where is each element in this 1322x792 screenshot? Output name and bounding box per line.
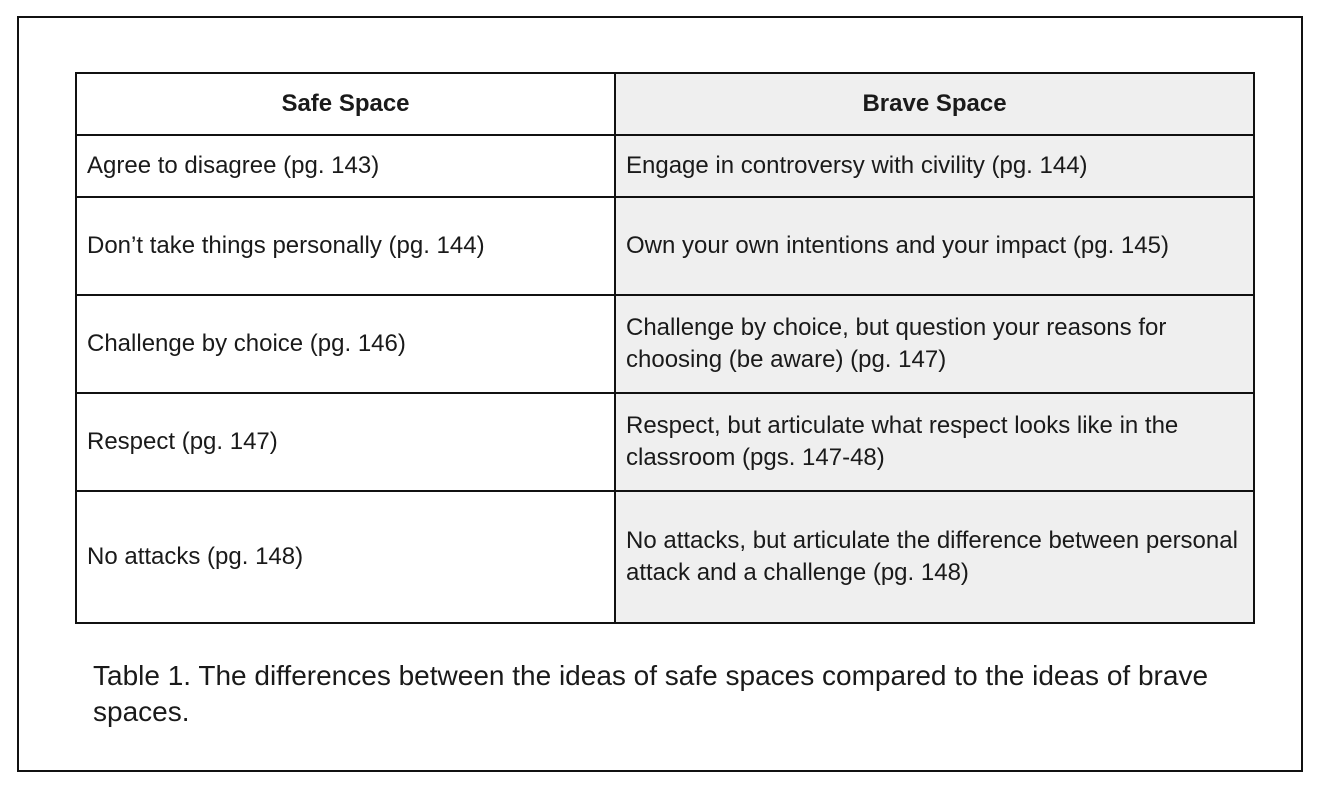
brave-space-cell: Challenge by choice, but question your reasons for choosing (be aware) (pg. 147) — [615, 295, 1254, 393]
safe-space-cell: Respect (pg. 147) — [76, 393, 615, 491]
safe-space-cell: No attacks (pg. 148) — [76, 491, 615, 623]
table-row — [76, 295, 1254, 393]
safe-space-cell: Challenge by choice (pg. 146) — [76, 295, 615, 393]
safe-space-cell: Don’t take things personally (pg. 144) — [76, 197, 615, 295]
brave-space-cell: Own your own intentions and your impact (pg. 145) — [615, 197, 1254, 295]
table-row — [76, 491, 1254, 623]
table-row — [76, 393, 1254, 491]
brave-space-cell: Respect, but articulate what respect looks like in the classroom (pgs. 147-48) — [615, 393, 1254, 491]
comparison-table — [75, 72, 1255, 624]
header-brave-space: Brave Space — [615, 73, 1254, 135]
table-header-row — [76, 73, 1254, 135]
table-row — [76, 197, 1254, 295]
table-caption: Table 1. The differences between the ideas of safe spaces compared to the ideas of brave spaces. — [93, 660, 1209, 727]
brave-space-cell: Engage in controversy with civility (pg. 144) — [615, 135, 1254, 197]
table-row — [76, 135, 1254, 197]
header-safe-space: Safe Space — [76, 73, 615, 135]
document-frame — [17, 16, 1303, 772]
brave-space-cell: No attacks, but articulate the difference between personal attack and a challenge (pg. 148) — [615, 491, 1254, 623]
safe-space-cell: Agree to disagree (pg. 143) — [76, 135, 615, 197]
